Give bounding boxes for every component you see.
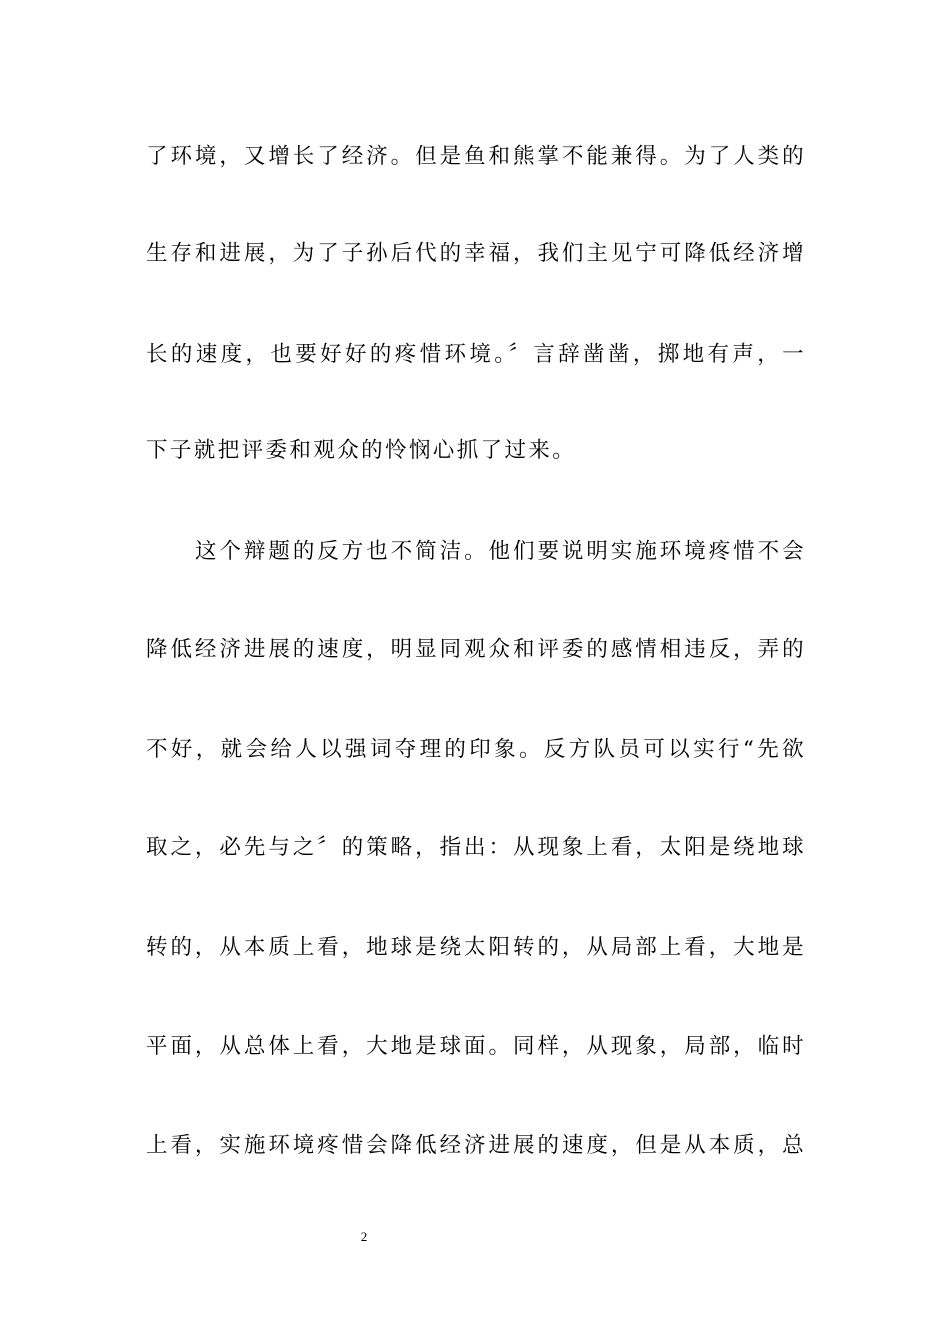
text-line: 降低经济进展的速度，明显同观众和评委的感情相违反，弄的 [146, 637, 806, 662]
text-line: 平面，从总体上看，大地是球面。同样，从现象，局部，临时 [146, 1034, 806, 1059]
text-line: 上看，实施环境疼惜会降低经济进展的速度，但是从本质，总 [146, 1133, 806, 1158]
text-line: 生存和进展，为了子孙后代的幸福，我们主见宁可降低经济增 [146, 241, 806, 266]
text-line: 下子就把评委和观众的怜悯心抓了过来。 [146, 438, 577, 463]
text-line: 转的，从本质上看，地球是绕太阳转的，从局部上看，大地是 [146, 935, 806, 960]
text-line: 取之，必先与之〞的策略，指出：从现象上看，太阳是绕地球 [146, 835, 806, 860]
page-number: 2 [360, 1229, 368, 1244]
text-line: 了环境，又增长了经济。但是鱼和熊掌不能兼得。为了人类的 [146, 144, 806, 169]
paragraph-first-line: 这个辩题的反方也不简洁。他们要说明实施环境疼惜不会 [195, 539, 806, 564]
text-line: 长的速度，也要好好的疼惜环境。〞言辞凿凿，掷地有声，一 [146, 342, 806, 367]
text-line: 不好，就会给人以强词夺理的印象。反方队员可以实行“先欲 [146, 737, 806, 762]
